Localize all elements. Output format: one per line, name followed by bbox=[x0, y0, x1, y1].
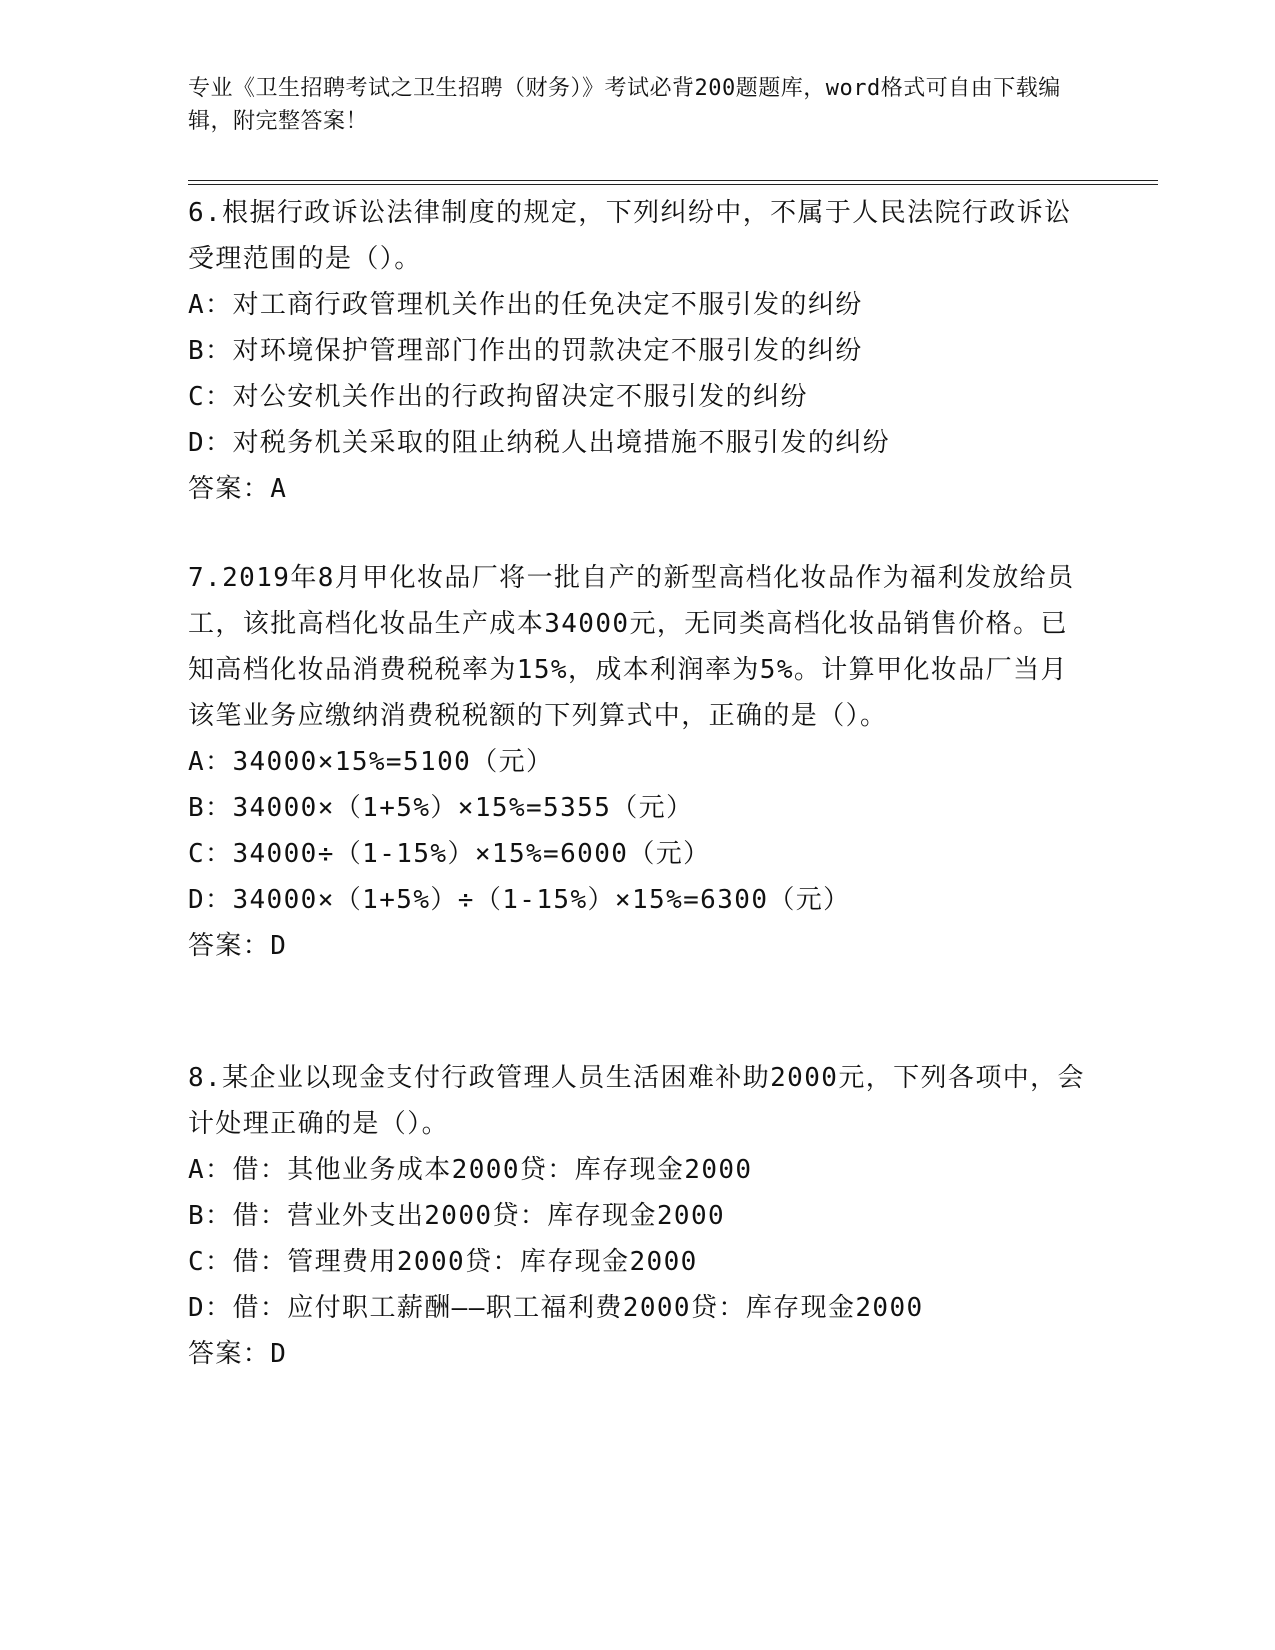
question-7 bbox=[188, 555, 1088, 969]
option-c: C：借：管理费用2000贷：库存现金2000 bbox=[188, 1247, 698, 1277]
header-divider-top bbox=[188, 180, 1158, 181]
question-stem: 6.根据行政诉讼法律制度的规定，下列纠纷中，不属于人民法院行政诉讼受理范围的是（）。 bbox=[188, 198, 1072, 274]
header-divider-bottom bbox=[188, 184, 1158, 185]
answer: 答案：D bbox=[188, 1339, 288, 1369]
option-b: B：34000×（1+5%）×15%=5355（元） bbox=[188, 793, 694, 823]
option-a: A：34000×15%=5100（元） bbox=[188, 747, 554, 777]
answer: 答案：A bbox=[188, 474, 288, 504]
answer: 答案：D bbox=[188, 931, 288, 961]
option-d: D：34000×（1+5%）÷（1-15%）×15%=6300（元） bbox=[188, 885, 851, 915]
option-a: A：借：其他业务成本2000贷：库存现金2000 bbox=[188, 1155, 753, 1185]
question-stem: 8.某企业以现金支付行政管理人员生活困难补助2000元，下列各项中，会计处理正确的是（）。 bbox=[188, 1063, 1085, 1139]
option-b: B：对环境保护管理部门作出的罚款决定不服引发的纠纷 bbox=[188, 336, 863, 366]
option-d: D：对税务机关采取的阻止纳税人出境措施不服引发的纠纷 bbox=[188, 428, 891, 458]
question-8 bbox=[188, 1055, 1088, 1377]
question-6 bbox=[188, 190, 1088, 512]
option-d: D：借：应付职工薪酬——职工福利费2000贷：库存现金2000 bbox=[188, 1293, 924, 1323]
option-b: B：借：营业外支出2000贷：库存现金2000 bbox=[188, 1201, 726, 1231]
option-c: C：34000÷（1-15%）×15%=6000（元） bbox=[188, 839, 711, 869]
question-stem: 7.2019年8月甲化妆品厂将一批自产的新型高档化妆品作为福利发放给员工，该批高档化妆品生产成本34000元，无同类高档化妆品销售价格。已知高档化妆品消费税税率为15%，成本利润率为5%。计算甲化妆品厂当月该笔业务应缴纳消费税税额的下列算式中，正确的是（）。 bbox=[188, 563, 1075, 731]
document-header: 专业《卫生招聘考试之卫生招聘（财务）》考试必背200题题库，word格式可自由下载编辑，附完整答案！ bbox=[188, 76, 1061, 134]
option-a: A：对工商行政管理机关作出的任免决定不服引发的纠纷 bbox=[188, 290, 863, 320]
option-c: C：对公安机关作出的行政拘留决定不服引发的纠纷 bbox=[188, 382, 808, 412]
